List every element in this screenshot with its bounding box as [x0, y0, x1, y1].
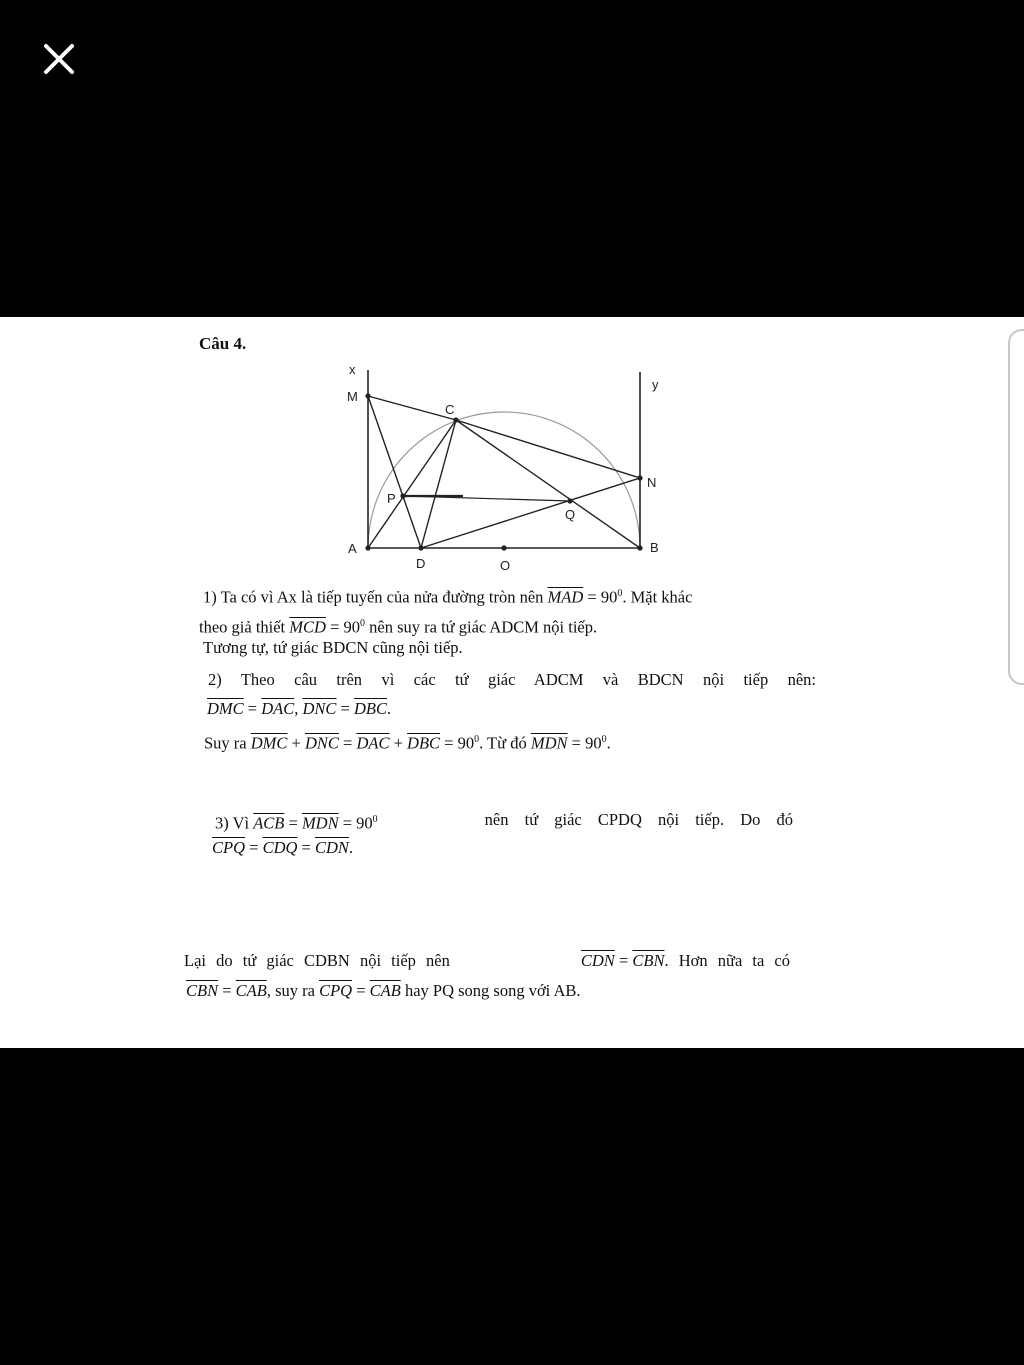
segment-cn: [456, 420, 640, 478]
para3-line2: $\overline{CPQ} = \overline{CDQ} = \overline{CDN}$.: [212, 838, 354, 857]
para2-line3: Suy ra $\overline{DMC} + \overline{DNC} = \overline{DAC} + \overline{DBC} = 90^0$. Từ đó $\overline{MDN} = 90^0$.: [204, 733, 611, 753]
segment-dn: [421, 478, 640, 548]
question-heading: Câu 4.: [199, 334, 247, 353]
para1-line2: theo giả thiết $\overline{MCD} = 90^0$ nên suy ra tứ giác ADCM nội tiếp.: [199, 617, 598, 637]
label-d: D: [416, 556, 426, 571]
label-b: B: [650, 540, 659, 555]
para3-line1: 3) Vì $\overline{ACB} = \overline{MDN} = 90^0$ nên tứ giác CPDQ nội tiếp. Do đó: [215, 810, 793, 833]
segment-cd: [421, 420, 456, 548]
point-m: [365, 393, 370, 398]
segment-md: [368, 396, 421, 548]
geometry-figure: [330, 362, 680, 577]
para4-line1: Lại do tứ giác CDBN nội tiếp nên $\overline{CDN} = \overline{CBN}$. Hơn nữa ta có: [184, 951, 790, 970]
para1-line3: Tương tự, tứ giác BDCN cũng nội tiếp.: [203, 638, 463, 657]
label-c: C: [445, 402, 455, 417]
point-b: [637, 545, 642, 550]
point-n: [637, 475, 642, 480]
close-button[interactable]: [36, 36, 82, 82]
segment-mc: [368, 396, 456, 420]
label-p: P: [387, 491, 396, 506]
label-o: O: [500, 558, 511, 573]
point-c: [453, 417, 458, 422]
para2-line2: $\overline{DMC} = \overline{DAC}$, $\overline{DNC} = \overline{DBC}$.: [207, 699, 392, 718]
point-o: [501, 545, 506, 550]
point-d: [418, 545, 423, 550]
segment-ac: [368, 420, 456, 548]
label-x: x: [349, 362, 356, 377]
label-y: y: [652, 377, 659, 392]
point-a: [365, 545, 370, 550]
segment-cb: [456, 420, 640, 548]
para2-line1: 2) Theo câu trên vì các tứ giác ADCM và BDCN nội tiếp nên:: [208, 670, 816, 689]
para4-line2: $\overline{CBN} = \overline{CAB}$, suy ra $\overline{CPQ} = \overline{CAB}$ hay PQ song song với AB.: [186, 981, 581, 1000]
label-q: Q: [565, 507, 576, 522]
label-a: A: [348, 541, 357, 556]
point-q: [567, 498, 572, 503]
angle-mad: $\overline{MAD}$: [547, 587, 584, 607]
label-m: M: [347, 389, 358, 404]
close-icon: [36, 36, 82, 82]
point-p: [400, 493, 405, 498]
scroll-handle[interactable]: [1008, 329, 1024, 685]
label-n: N: [647, 475, 657, 490]
angle-mcd: $\overline{MCD}$: [289, 617, 326, 637]
document-page: [0, 317, 1024, 1048]
semicircle: [368, 412, 640, 548]
para1-line1: 1) Ta có vì Ax là tiếp tuyến của nửa đường tròn nên $\overline{MAD} = 90^0$. Mặt khác: [203, 587, 693, 607]
